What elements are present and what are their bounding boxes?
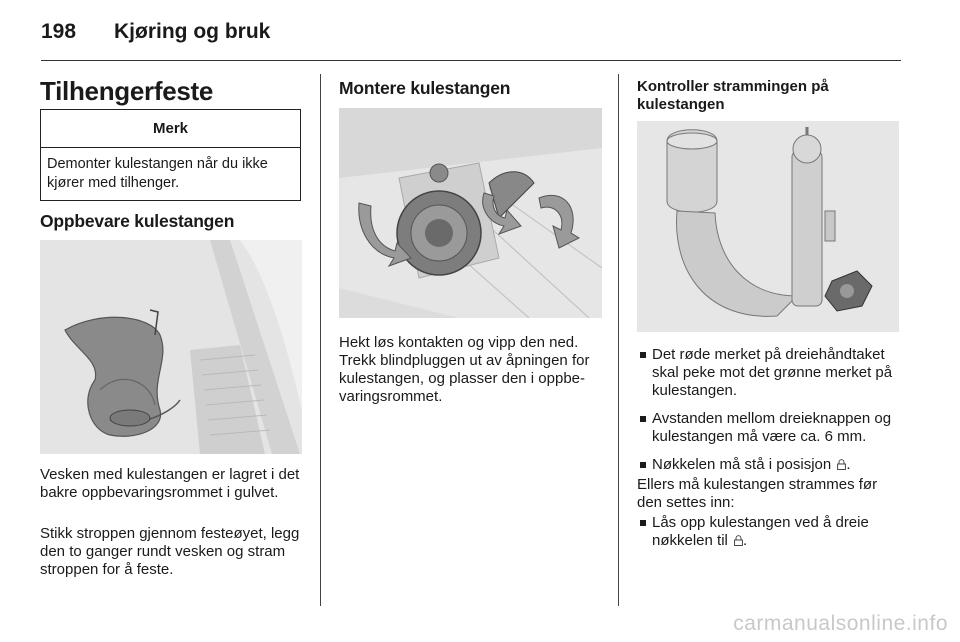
mount-illustration	[339, 108, 602, 318]
list-item: Det røde merket på dreiehåndtaket skal peke mot det grønne merket på kulestangen.	[637, 346, 907, 400]
storage-paragraph-1: Vesken med kulestangen er lagret i det bakre oppbevaringsrommet i gulvet.	[40, 466, 300, 501]
square-bullet-icon	[640, 462, 646, 468]
unlock-bullet-list	[637, 514, 907, 560]
list-item: Nøkkelen må stå i posisjon .	[637, 456, 907, 474]
note-heading: Merk	[41, 110, 300, 148]
column-divider-1	[320, 74, 321, 606]
else-paragraph: Ellers må kulestangen strammes før den settes inn:	[637, 476, 878, 511]
square-bullet-icon	[640, 352, 646, 358]
chapter-title: Kjøring og bruk	[114, 20, 271, 43]
check-illustration	[637, 121, 899, 332]
mount-paragraph: Hekt løs kontakten og vipp den ned. Trekk blindpluggen ut av åpningen for kulestangen, og plasser den i oppbevaringsrommet.	[339, 334, 590, 405]
mount-heading: Montere kulestangen	[339, 78, 511, 98]
check-heading: Kontroller strammingen på kulestangen	[637, 78, 829, 113]
storage-paragraph-2: Stikk stroppen gjennom festeøyet, legg den to ganger rundt vesken og stram stroppen for å feste.	[40, 525, 300, 578]
lock-icon	[734, 535, 743, 546]
page-number: 198	[41, 20, 77, 43]
watermark: carmanualsonline.info	[733, 612, 948, 635]
note-text: Demonter kulestangen når du ikke kjører med tilhenger.	[47, 156, 268, 191]
square-bullet-icon	[640, 416, 646, 422]
list-item: Lås opp kulestangen ved å dreie nøkkelen til .	[637, 514, 907, 550]
note-box	[40, 109, 301, 201]
storage-illustration	[40, 240, 302, 454]
column-divider-2	[618, 74, 619, 606]
list-item: Avstanden mellom dreieknappen og kulestangen må være ca. 6 mm.	[637, 410, 907, 446]
section-title: Tilhengerfeste	[40, 76, 214, 106]
storage-heading: Oppbevare kulestangen	[40, 211, 235, 231]
square-bullet-icon	[640, 520, 646, 526]
check-bullet-list	[637, 346, 907, 484]
header-rule	[41, 60, 901, 61]
